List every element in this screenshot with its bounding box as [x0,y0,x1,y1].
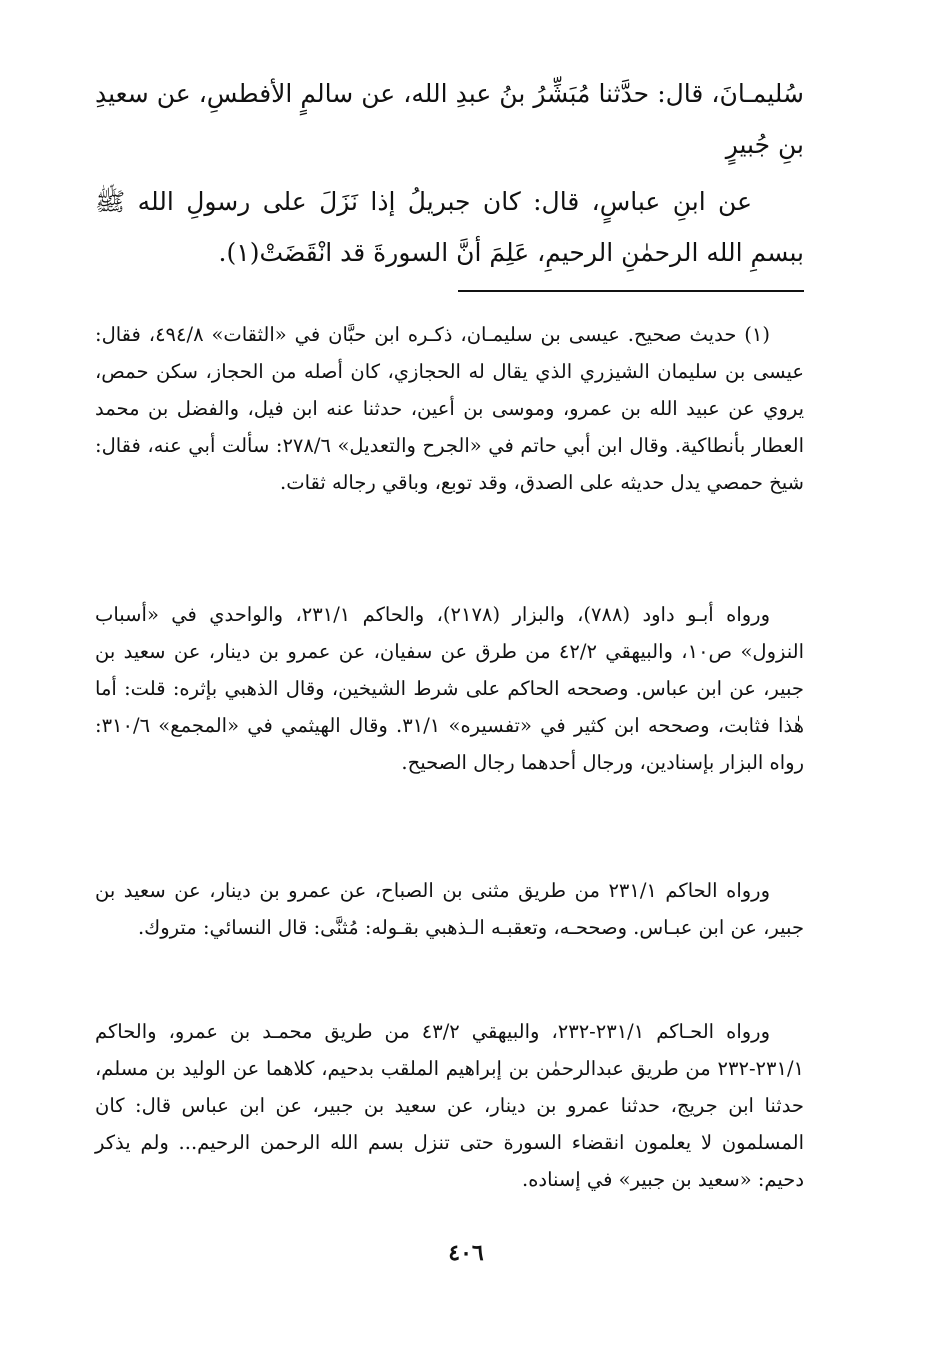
footnote-paragraph: ورواه أبـو داود (٧٨٨)، والبزار (٢١٧٨)، والحاكم ٢٣١/١، والواحدي في «أسباب النزول» ص١٠، والبيهقي ٤٢/٢ من طرق عن سفيان، عن عمرو بن دينار، عن سعيد بن جبير، عن ابن عباس. وصححه الحاكم على شرط الشيخين، وقال الذهبي بإثره: قلت: أما هٰذا فثابت، وصححه ابن كثير في «تفسيره» ٣١/١. وقال الهيثمي في «المجمع» ٣١٠/٦: رواه البزار بإسنادين، ورجال أحدهما رجال الصحيح. [95,603,805,774]
main-paragraph: عن ابنِ عباسٍ، قال: كان جبريلُ إذا نَزَلَ على رسولِ الله ﷺ ببسمِ الله الرحمٰنِ الرحيمِ، عَلِمَ أنَّ السورةَ قد انْقَضَتْ(١). [95,187,804,267]
footnote-block [95,872,804,946]
page-number: ٤٠٦ [448,1240,484,1266]
main-paragraph: سُليمـانَ، قال: حدَّثنا مُبَشِّرُ بنُ عبدِ الله، عن سالمٍ الأفطسِ، عن سعيدِ بنِ جُبيرٍ [95,79,804,159]
footnote-paragraph: ورواه الحـاكم ٢٣١/١-٢٣٢، والبيهقي ٤٣/٢ من طريق محمـد بن عمرو، والحاكم ٢٣١/١-٢٣٢ من طريق عبدالرحمٰن بن إبراهيم الملقب بدحيم، كلاهما عن الوليد بن مسلم، حدثنا ابن جريج، حدثنا عمرو بن دينار، عن سعيد بن جبير، عن ابن عباس قال: كان المسلمون لا يعلمون انقضاء السورة حتى تنزل بسم الله الرحمن الرحيم... ولم يذكر دحيم: «سعيد بن جبير» في إسناده. [95,1020,804,1191]
footnote-paragraph: ورواه الحاكم ٢٣١/١ من طريق مثنى بن الصباح، عن عمرو بن دينار، عن سعيد بن جبير، عن ابن عبـاس. وصححـه، وتعقبـه الـذهبي بقـوله: مُثنَّى: قال النسائي: متروك. [95,879,804,939]
footnote-block [95,1013,804,1198]
footnote-block [95,316,804,501]
footnote-separator [458,290,804,292]
footnote-block [95,596,804,781]
main-text-block [95,68,804,170]
footnote-paragraph: (١) حديث صحيح. عيسى بن سليمـان، ذكـره ابن حبَّان في «الثقات» ٤٩٤/٨، فقال: عيسى بن سليمان الشيزري الذي يقال له الحجازي، كان أصله من الحجاز، سكن حمص، يروي عن عبيد الله بن عمرو، وموسى بن أعين، حدثنا عنه ابن فيل، والفضل بن محمد العطار بأنطاكية. وقال ابن أبي حاتم في «الجرح والتعديل» ٢٧٨/٦: سألت أبي عنه، فقال: شيخ حمصي يدل حديثه على الصدق، وقد توبع، وباقي رجاله ثقات. [95,323,804,494]
main-text-block [95,176,804,278]
